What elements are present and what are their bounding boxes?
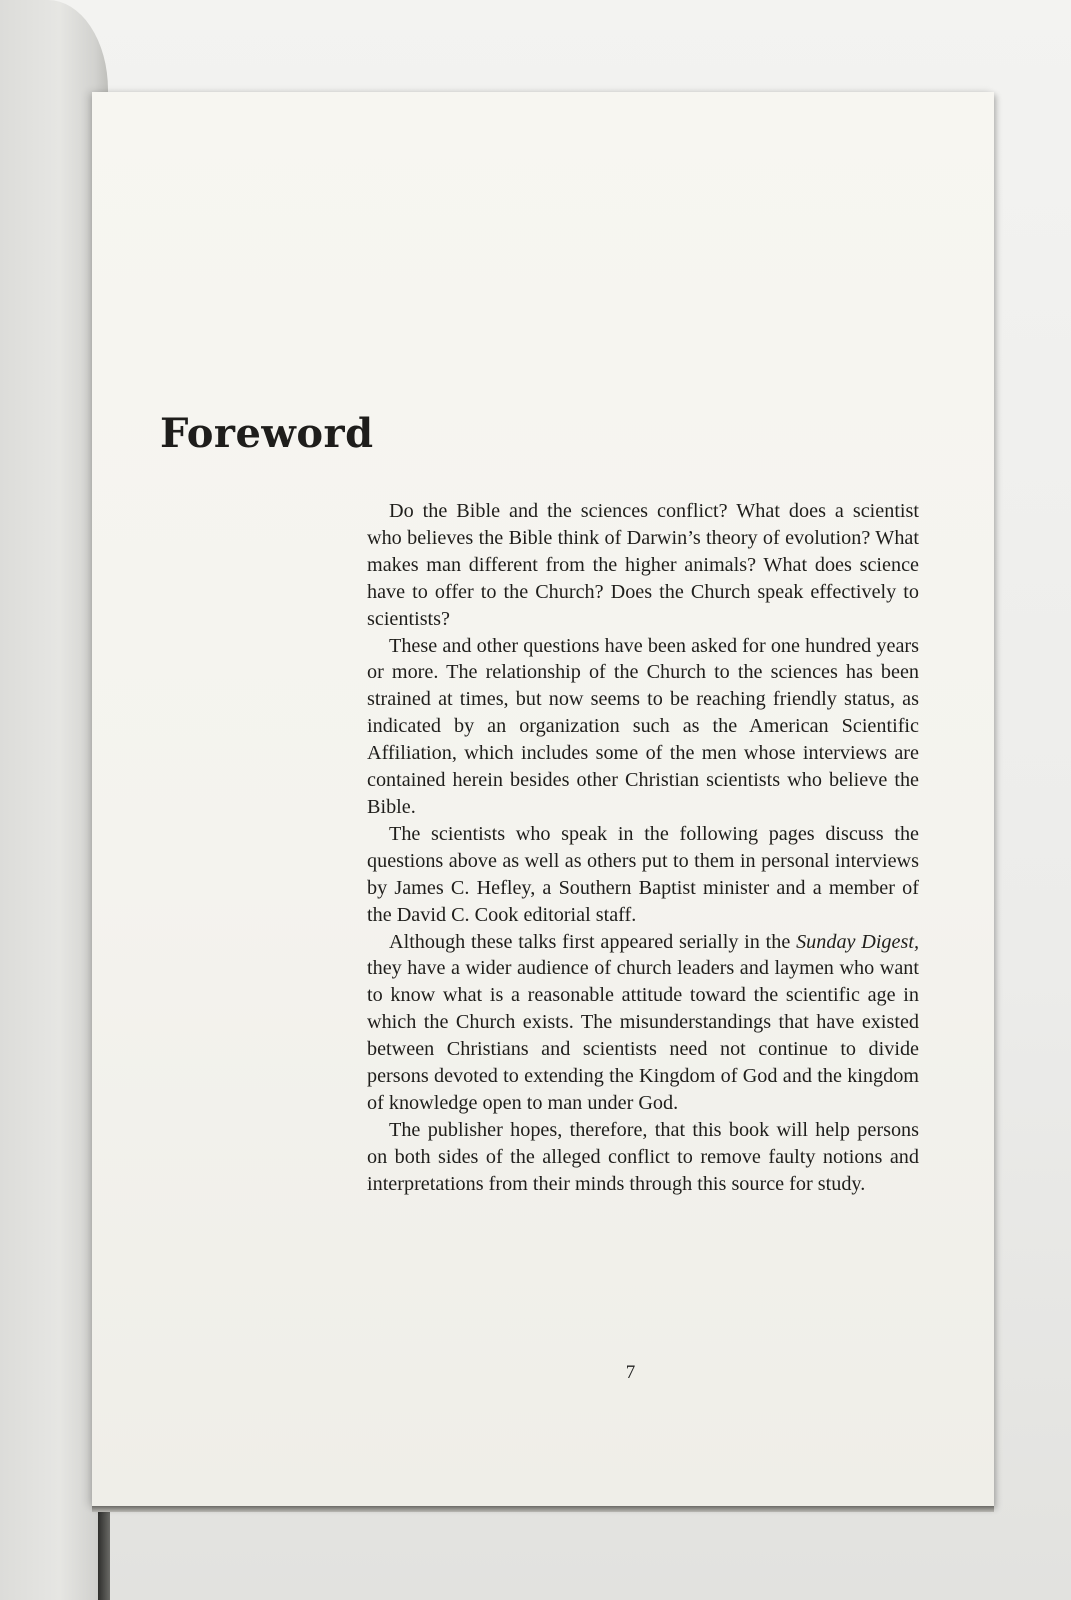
paragraph-2: These and other questions have been asked for one hundred years or more. The relationship of the Church to the sciences has been strained at times, but now seems to be reaching friendly status, as indicated by an organization such as the American Scientific Affiliation, which includes some of the men whose interviews are contained herein besides other Christian scientists who believe the Bible.: [367, 634, 919, 818]
paragraph-4-lead: Although these talks first appeared serially in the: [389, 930, 791, 953]
paragraph-4: [367, 929, 919, 1117]
paragraph-4-rest: they have a wider audience of church leaders and laymen who want to know what is a reasonable attitude toward the scientific age in which the Church exists. The misunderstandings that have existed between Christians and scientists need not continue to divide persons devoted to extending the Kingdom of God and the kingdom of knowledge open to man under God.: [367, 957, 919, 1114]
page-number: 7: [625, 1362, 636, 1383]
paragraph-1: Do the Bible and the sciences conflict? What does a scientist who believes the Bible think of Darwin’s theory of evolution? What makes man different from the higher animals? What does science have to offer to the Church? Does the Church speak effectively to scientists?: [367, 500, 919, 630]
paragraph-5: The publisher hopes, therefore, that this book will help persons on both sides of the alleged conflict to remove faulty notions and interpretations from their minds through this source for study.: [367, 1118, 919, 1195]
paragraph-3: The scientists who speak in the following pages discuss the questions above as well as others put to them in personal interviews by James C. Hefley, a Southern Baptist minister and a member of the David C. Cook editorial staff.: [367, 822, 919, 926]
publication-title: Sunday Digest,: [796, 930, 919, 953]
foreword-body: [367, 498, 919, 1198]
book-page: [92, 92, 994, 1506]
page-title: Foreword: [160, 410, 374, 457]
